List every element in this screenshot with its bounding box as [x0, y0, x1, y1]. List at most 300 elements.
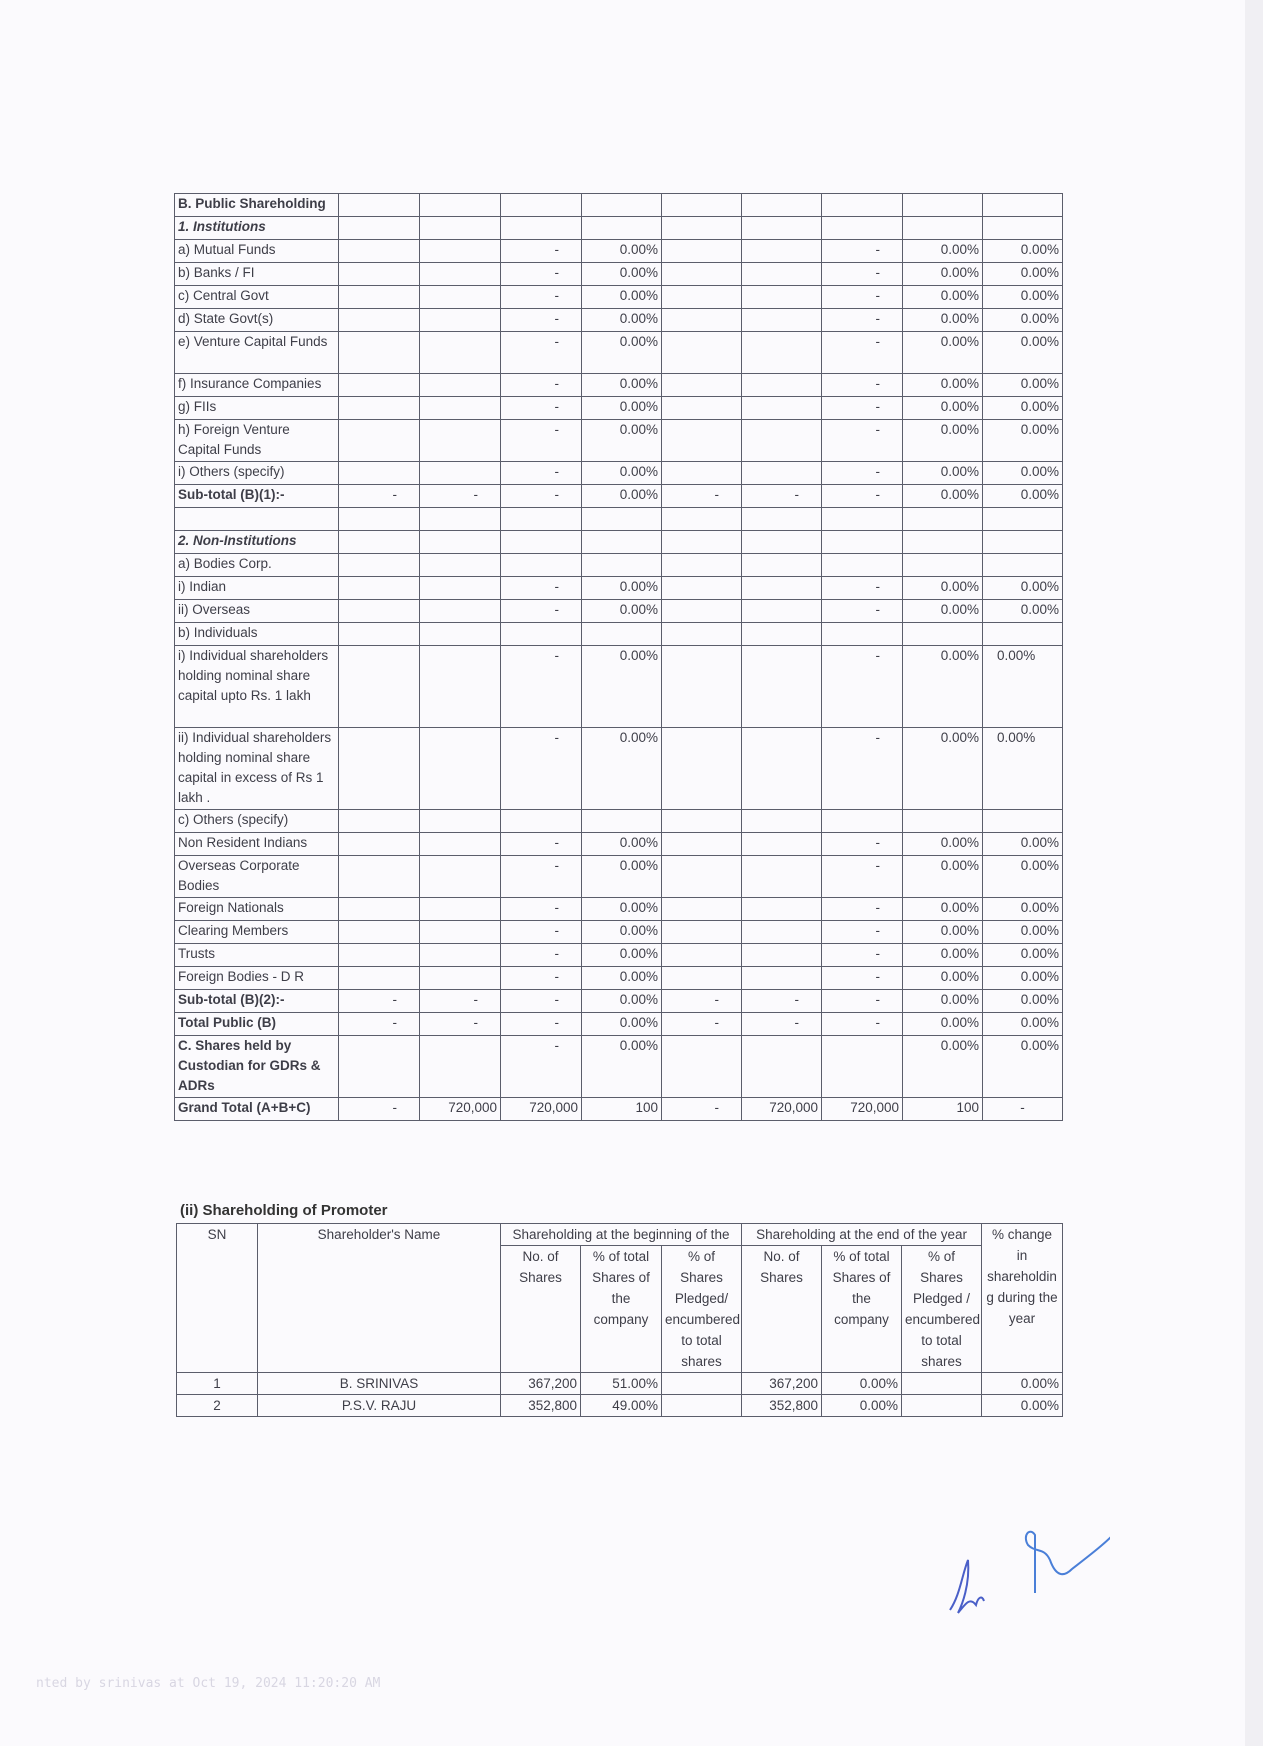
promoter-sn: 2: [177, 1395, 258, 1417]
cell-col-1: [339, 508, 420, 531]
cell-col-7: -: [822, 462, 903, 485]
begin-pct-total-header: % of total Shares of the company: [581, 1246, 662, 1373]
promoter-end-shares: 352,800: [742, 1395, 822, 1417]
cell-col-5: [662, 728, 742, 810]
cell-col-5: [662, 833, 742, 856]
cell-col-2: [420, 374, 501, 397]
cell-col-6: [742, 397, 822, 420]
cell-col-4: 0.00%: [582, 332, 662, 374]
cell-col-6: [742, 508, 822, 531]
cell-col-5: [662, 286, 742, 309]
cell-col-6: [742, 217, 822, 240]
row-label: f) Insurance Companies: [175, 374, 339, 397]
cell-col-1: -: [339, 990, 420, 1013]
table-row: [175, 810, 1063, 833]
cell-col-3: -: [501, 420, 582, 462]
cell-col-4: [582, 810, 662, 833]
cell-col-3: -: [501, 921, 582, 944]
table-row: [175, 240, 1063, 263]
promoter-end-shares: 367,200: [742, 1373, 822, 1395]
cell-col-3: [501, 554, 582, 577]
row-label: b) Banks / FI: [175, 263, 339, 286]
table-row: [175, 263, 1063, 286]
row-label: Foreign Bodies - D R: [175, 967, 339, 990]
cell-col-8: 0.00%: [903, 921, 983, 944]
cell-col-6: [742, 194, 822, 217]
cell-col-2: [420, 833, 501, 856]
cell-col-4: [582, 531, 662, 554]
cell-col-7: -: [822, 577, 903, 600]
cell-col-4: 0.00%: [582, 1013, 662, 1036]
shareholder-name-header: Shareholder's Name: [258, 1224, 501, 1373]
cell-col-8: [903, 810, 983, 833]
row-label: c) Others (specify): [175, 810, 339, 833]
cell-col-1: [339, 967, 420, 990]
cell-col-4: 0.00%: [582, 600, 662, 623]
cell-col-2: [420, 600, 501, 623]
cell-col-3: -: [501, 462, 582, 485]
table-row: [175, 944, 1063, 967]
cell-col-4: 0.00%: [582, 462, 662, 485]
cell-col-2: [420, 921, 501, 944]
table-row: [175, 194, 1063, 217]
promoter-shareholding-table: [176, 1223, 1063, 1417]
cell-col-3: -: [501, 944, 582, 967]
cell-col-8: 0.00%: [903, 1013, 983, 1036]
promoter-change: 0.00%: [982, 1395, 1063, 1417]
cell-col-9: 0.00%: [983, 1036, 1063, 1098]
cell-col-5: -: [662, 485, 742, 508]
cell-col-3: -: [501, 309, 582, 332]
cell-col-1: -: [339, 485, 420, 508]
cell-col-3: -: [501, 332, 582, 374]
cell-col-6: [742, 646, 822, 728]
cell-col-5: [662, 944, 742, 967]
cell-col-4: 0.00%: [582, 1036, 662, 1098]
cell-col-5: [662, 397, 742, 420]
cell-col-2: [420, 309, 501, 332]
row-label: d) State Govt(s): [175, 309, 339, 332]
row-label: Sub-total (B)(1):-: [175, 485, 339, 508]
cell-col-6: [742, 240, 822, 263]
cell-col-4: 0.00%: [582, 833, 662, 856]
cell-col-2: [420, 332, 501, 374]
promoter-begin-shares: 352,800: [501, 1395, 581, 1417]
cell-col-6: [742, 600, 822, 623]
cell-col-7: -: [822, 990, 903, 1013]
promoter-section-title: (ii) Shareholding of Promoter: [180, 1202, 388, 1219]
cell-col-3: -: [501, 240, 582, 263]
cell-col-5: [662, 420, 742, 462]
cell-col-1: [339, 623, 420, 646]
cell-col-3: [501, 623, 582, 646]
cell-col-2: [420, 623, 501, 646]
row-label: Non Resident Indians: [175, 833, 339, 856]
cell-col-1: [339, 577, 420, 600]
table-row: [175, 309, 1063, 332]
cell-col-9: 0.00%: [983, 921, 1063, 944]
cell-col-6: [742, 728, 822, 810]
row-label: i) Others (specify): [175, 462, 339, 485]
cell-col-5: [662, 810, 742, 833]
cell-col-9: 0.00%: [983, 646, 1063, 728]
cell-col-2: [420, 577, 501, 600]
cell-col-2: [420, 728, 501, 810]
cell-col-9: [983, 194, 1063, 217]
cell-col-7: -: [822, 240, 903, 263]
cell-col-4: 0.00%: [582, 856, 662, 898]
cell-col-6: 720,000: [742, 1098, 822, 1121]
cell-col-9: 0.00%: [983, 332, 1063, 374]
cell-col-3: [501, 810, 582, 833]
cell-col-2: [420, 967, 501, 990]
begin-pct-pledged-header: % of Shares Pledged/ encumbered to total shares: [662, 1246, 742, 1373]
cell-col-6: [742, 420, 822, 462]
promoter-begin-shares: 367,200: [501, 1373, 581, 1395]
cell-col-4: 0.00%: [582, 420, 662, 462]
cell-col-7: -: [822, 485, 903, 508]
table-row: [175, 623, 1063, 646]
cell-col-8: 0.00%: [903, 263, 983, 286]
cell-col-8: [903, 194, 983, 217]
cell-col-1: [339, 420, 420, 462]
cell-col-6: [742, 263, 822, 286]
cell-col-8: [903, 554, 983, 577]
cell-col-2: [420, 462, 501, 485]
row-label: ii) Overseas: [175, 600, 339, 623]
row-label: Sub-total (B)(2):-: [175, 990, 339, 1013]
cell-col-1: [339, 646, 420, 728]
promoter-begin-pct: 49.00%: [581, 1395, 662, 1417]
table-row: [175, 485, 1063, 508]
cell-col-7: [822, 554, 903, 577]
row-label: B. Public Shareholding: [175, 194, 339, 217]
cell-col-8: 0.00%: [903, 397, 983, 420]
cell-col-9: 0.00%: [983, 263, 1063, 286]
row-label: i) Indian: [175, 577, 339, 600]
cell-col-6: [742, 577, 822, 600]
cell-col-4: 0.00%: [582, 990, 662, 1013]
cell-col-7: [822, 508, 903, 531]
cell-col-5: -: [662, 990, 742, 1013]
cell-col-2: -: [420, 1013, 501, 1036]
row-label: 2. Non-Institutions: [175, 531, 339, 554]
cell-col-6: [742, 554, 822, 577]
cell-col-5: [662, 554, 742, 577]
promoter-end-pct: 0.00%: [822, 1373, 902, 1395]
cell-col-8: 0.00%: [903, 309, 983, 332]
cell-col-2: [420, 263, 501, 286]
cell-col-7: -: [822, 898, 903, 921]
table-row: [175, 898, 1063, 921]
cell-col-9: 0.00%: [983, 374, 1063, 397]
cell-col-9: 0.00%: [983, 462, 1063, 485]
cell-col-1: [339, 309, 420, 332]
cell-col-5: -: [662, 1013, 742, 1036]
cell-col-1: [339, 332, 420, 374]
cell-col-6: [742, 898, 822, 921]
cell-col-3: -: [501, 646, 582, 728]
cell-col-1: [339, 921, 420, 944]
cell-col-9: 0.00%: [983, 1013, 1063, 1036]
cell-col-2: [420, 286, 501, 309]
cell-col-2: -: [420, 485, 501, 508]
cell-col-4: 0.00%: [582, 898, 662, 921]
cell-col-4: 0.00%: [582, 263, 662, 286]
cell-col-9: [983, 810, 1063, 833]
cell-col-9: [983, 554, 1063, 577]
table-row: [175, 921, 1063, 944]
cell-col-2: [420, 240, 501, 263]
cell-col-7: [822, 810, 903, 833]
cell-col-1: [339, 374, 420, 397]
cell-col-1: [339, 286, 420, 309]
cell-col-7: -: [822, 833, 903, 856]
cell-col-3: -: [501, 898, 582, 921]
cell-col-8: [903, 217, 983, 240]
cell-col-9: 0.00%: [983, 944, 1063, 967]
cell-col-3: -: [501, 263, 582, 286]
cell-col-4: 0.00%: [582, 397, 662, 420]
cell-col-2: [420, 856, 501, 898]
cell-col-1: [339, 462, 420, 485]
cell-col-1: [339, 856, 420, 898]
cell-col-2: 720,000: [420, 1098, 501, 1121]
cell-col-7: -: [822, 856, 903, 898]
cell-col-1: -: [339, 1098, 420, 1121]
cell-col-8: 0.00%: [903, 646, 983, 728]
table-row: [175, 286, 1063, 309]
row-label: e) Venture Capital Funds: [175, 332, 339, 374]
cell-col-7: [822, 1036, 903, 1098]
cell-col-5: [662, 646, 742, 728]
page-edge-shadow: [1245, 0, 1263, 1746]
cell-col-8: 0.00%: [903, 420, 983, 462]
cell-col-8: 0.00%: [903, 577, 983, 600]
cell-col-5: [662, 263, 742, 286]
row-label: g) FIIs: [175, 397, 339, 420]
row-label: a) Bodies Corp.: [175, 554, 339, 577]
cell-col-1: [339, 263, 420, 286]
end-no-shares-header: No. of Shares: [742, 1246, 822, 1373]
cell-col-4: [582, 623, 662, 646]
cell-col-5: [662, 921, 742, 944]
cell-col-5: [662, 623, 742, 646]
cell-col-5: [662, 856, 742, 898]
cell-col-5: [662, 240, 742, 263]
cell-col-4: 0.00%: [582, 309, 662, 332]
cell-col-2: [420, 397, 501, 420]
cell-col-7: [822, 531, 903, 554]
cell-col-7: -: [822, 1013, 903, 1036]
cell-col-4: 0.00%: [582, 967, 662, 990]
cell-col-1: [339, 944, 420, 967]
cell-col-3: -: [501, 728, 582, 810]
cell-col-7: -: [822, 420, 903, 462]
cell-col-1: [339, 833, 420, 856]
cell-col-9: 0.00%: [983, 485, 1063, 508]
cell-col-9: 0.00%: [983, 577, 1063, 600]
end-pct-pledged-header: % of Shares Pledged / encumbered to total shares: [902, 1246, 982, 1373]
row-label: Overseas Corporate Bodies: [175, 856, 339, 898]
cell-col-3: -: [501, 286, 582, 309]
cell-col-7: 720,000: [822, 1098, 903, 1121]
cell-col-1: [339, 600, 420, 623]
cell-col-3: [501, 531, 582, 554]
cell-col-4: 0.00%: [582, 944, 662, 967]
cell-col-3: [501, 508, 582, 531]
promoter-name: B. SRINIVAS: [258, 1373, 501, 1395]
cell-col-7: -: [822, 646, 903, 728]
cell-col-5: [662, 332, 742, 374]
cell-col-6: [742, 374, 822, 397]
cell-col-7: -: [822, 600, 903, 623]
cell-col-9: -: [983, 1098, 1063, 1121]
cell-col-7: -: [822, 728, 903, 810]
cell-col-4: [582, 554, 662, 577]
cell-col-2: [420, 217, 501, 240]
promoter-end-pct: 0.00%: [822, 1395, 902, 1417]
table-row: [175, 462, 1063, 485]
promoter-begin-pct: 51.00%: [581, 1373, 662, 1395]
promoter-name: P.S.V. RAJU: [258, 1395, 501, 1417]
cell-col-8: 0.00%: [903, 240, 983, 263]
cell-col-5: [662, 462, 742, 485]
cell-col-8: 0.00%: [903, 967, 983, 990]
cell-col-6: -: [742, 485, 822, 508]
cell-col-8: 0.00%: [903, 944, 983, 967]
table-row: [175, 1013, 1063, 1036]
cell-col-5: [662, 531, 742, 554]
cell-col-6: [742, 967, 822, 990]
cell-col-3: [501, 194, 582, 217]
cell-col-5: -: [662, 1098, 742, 1121]
row-label: 1. Institutions: [175, 217, 339, 240]
cell-col-9: 0.00%: [983, 420, 1063, 462]
cell-col-2: -: [420, 990, 501, 1013]
table-row: [175, 577, 1063, 600]
cell-col-3: -: [501, 990, 582, 1013]
cell-col-8: 0.00%: [903, 286, 983, 309]
cell-col-4: 100: [582, 1098, 662, 1121]
table-row: [175, 332, 1063, 374]
table-row: [175, 728, 1063, 810]
cell-col-2: [420, 646, 501, 728]
promoter-row: [177, 1395, 1063, 1417]
promoter-sn: 1: [177, 1373, 258, 1395]
cell-col-5: [662, 508, 742, 531]
cell-col-8: 0.00%: [903, 374, 983, 397]
cell-col-2: [420, 420, 501, 462]
cell-col-9: [983, 531, 1063, 554]
cell-col-4: 0.00%: [582, 728, 662, 810]
cell-col-3: -: [501, 856, 582, 898]
cell-col-9: 0.00%: [983, 898, 1063, 921]
cell-col-9: 0.00%: [983, 728, 1063, 810]
cell-col-2: [420, 554, 501, 577]
cell-col-7: -: [822, 397, 903, 420]
cell-col-1: [339, 810, 420, 833]
end-pct-total-header: % of total Shares of the company: [822, 1246, 902, 1373]
row-label: ii) Individual shareholders holding nominal share capital in excess of Rs 1 lakh .: [175, 728, 339, 810]
cell-col-7: -: [822, 309, 903, 332]
cell-col-5: [662, 577, 742, 600]
cell-col-9: 0.00%: [983, 600, 1063, 623]
cell-col-1: [339, 217, 420, 240]
cell-col-2: [420, 810, 501, 833]
cell-col-8: 0.00%: [903, 856, 983, 898]
cell-col-6: [742, 286, 822, 309]
table-row: [175, 531, 1063, 554]
cell-col-9: 0.00%: [983, 856, 1063, 898]
cell-col-5: [662, 898, 742, 921]
table-row: [175, 1036, 1063, 1098]
promoter-begin-pledged: [662, 1373, 742, 1395]
cell-col-4: 0.00%: [582, 485, 662, 508]
cell-col-1: [339, 898, 420, 921]
cell-col-1: [339, 194, 420, 217]
cell-col-3: -: [501, 967, 582, 990]
cell-col-8: [903, 531, 983, 554]
cell-col-7: -: [822, 967, 903, 990]
cell-col-3: -: [501, 833, 582, 856]
cell-col-7: -: [822, 374, 903, 397]
cell-col-2: [420, 194, 501, 217]
cell-col-6: -: [742, 1013, 822, 1036]
cell-col-8: 0.00%: [903, 898, 983, 921]
cell-col-6: [742, 309, 822, 332]
table-row: [175, 508, 1063, 531]
cell-col-8: 0.00%: [903, 1036, 983, 1098]
cell-col-9: 0.00%: [983, 967, 1063, 990]
row-label: Grand Total (A+B+C): [175, 1098, 339, 1121]
cell-col-6: [742, 462, 822, 485]
row-label: Trusts: [175, 944, 339, 967]
cell-col-6: [742, 531, 822, 554]
cell-col-6: [742, 856, 822, 898]
cell-col-7: -: [822, 921, 903, 944]
cell-col-8: 0.00%: [903, 728, 983, 810]
table-row: [175, 554, 1063, 577]
promoter-change: 0.00%: [982, 1373, 1063, 1395]
table-row: [175, 1098, 1063, 1121]
cell-col-9: [983, 508, 1063, 531]
cell-col-9: 0.00%: [983, 833, 1063, 856]
promoter-header-row-1: [177, 1224, 1063, 1246]
cell-col-8: 0.00%: [903, 485, 983, 508]
cell-col-6: [742, 944, 822, 967]
cell-col-7: [822, 194, 903, 217]
cell-col-5: [662, 194, 742, 217]
row-label: Foreign Nationals: [175, 898, 339, 921]
cell-col-7: -: [822, 286, 903, 309]
cell-col-9: 0.00%: [983, 990, 1063, 1013]
row-label: i) Individual shareholders holding nominal share capital upto Rs. 1 lakh: [175, 646, 339, 728]
row-label: Clearing Members: [175, 921, 339, 944]
end-group-header: Shareholding at the end of the year: [742, 1224, 982, 1246]
cell-col-6: [742, 1036, 822, 1098]
table-row: [175, 967, 1063, 990]
cell-col-4: 0.00%: [582, 646, 662, 728]
row-label: b) Individuals: [175, 623, 339, 646]
cell-col-6: [742, 921, 822, 944]
cell-col-1: [339, 728, 420, 810]
row-label: Total Public (B): [175, 1013, 339, 1036]
table-row: [175, 374, 1063, 397]
cell-col-8: 100: [903, 1098, 983, 1121]
cell-col-9: [983, 217, 1063, 240]
cell-col-3: -: [501, 1013, 582, 1036]
